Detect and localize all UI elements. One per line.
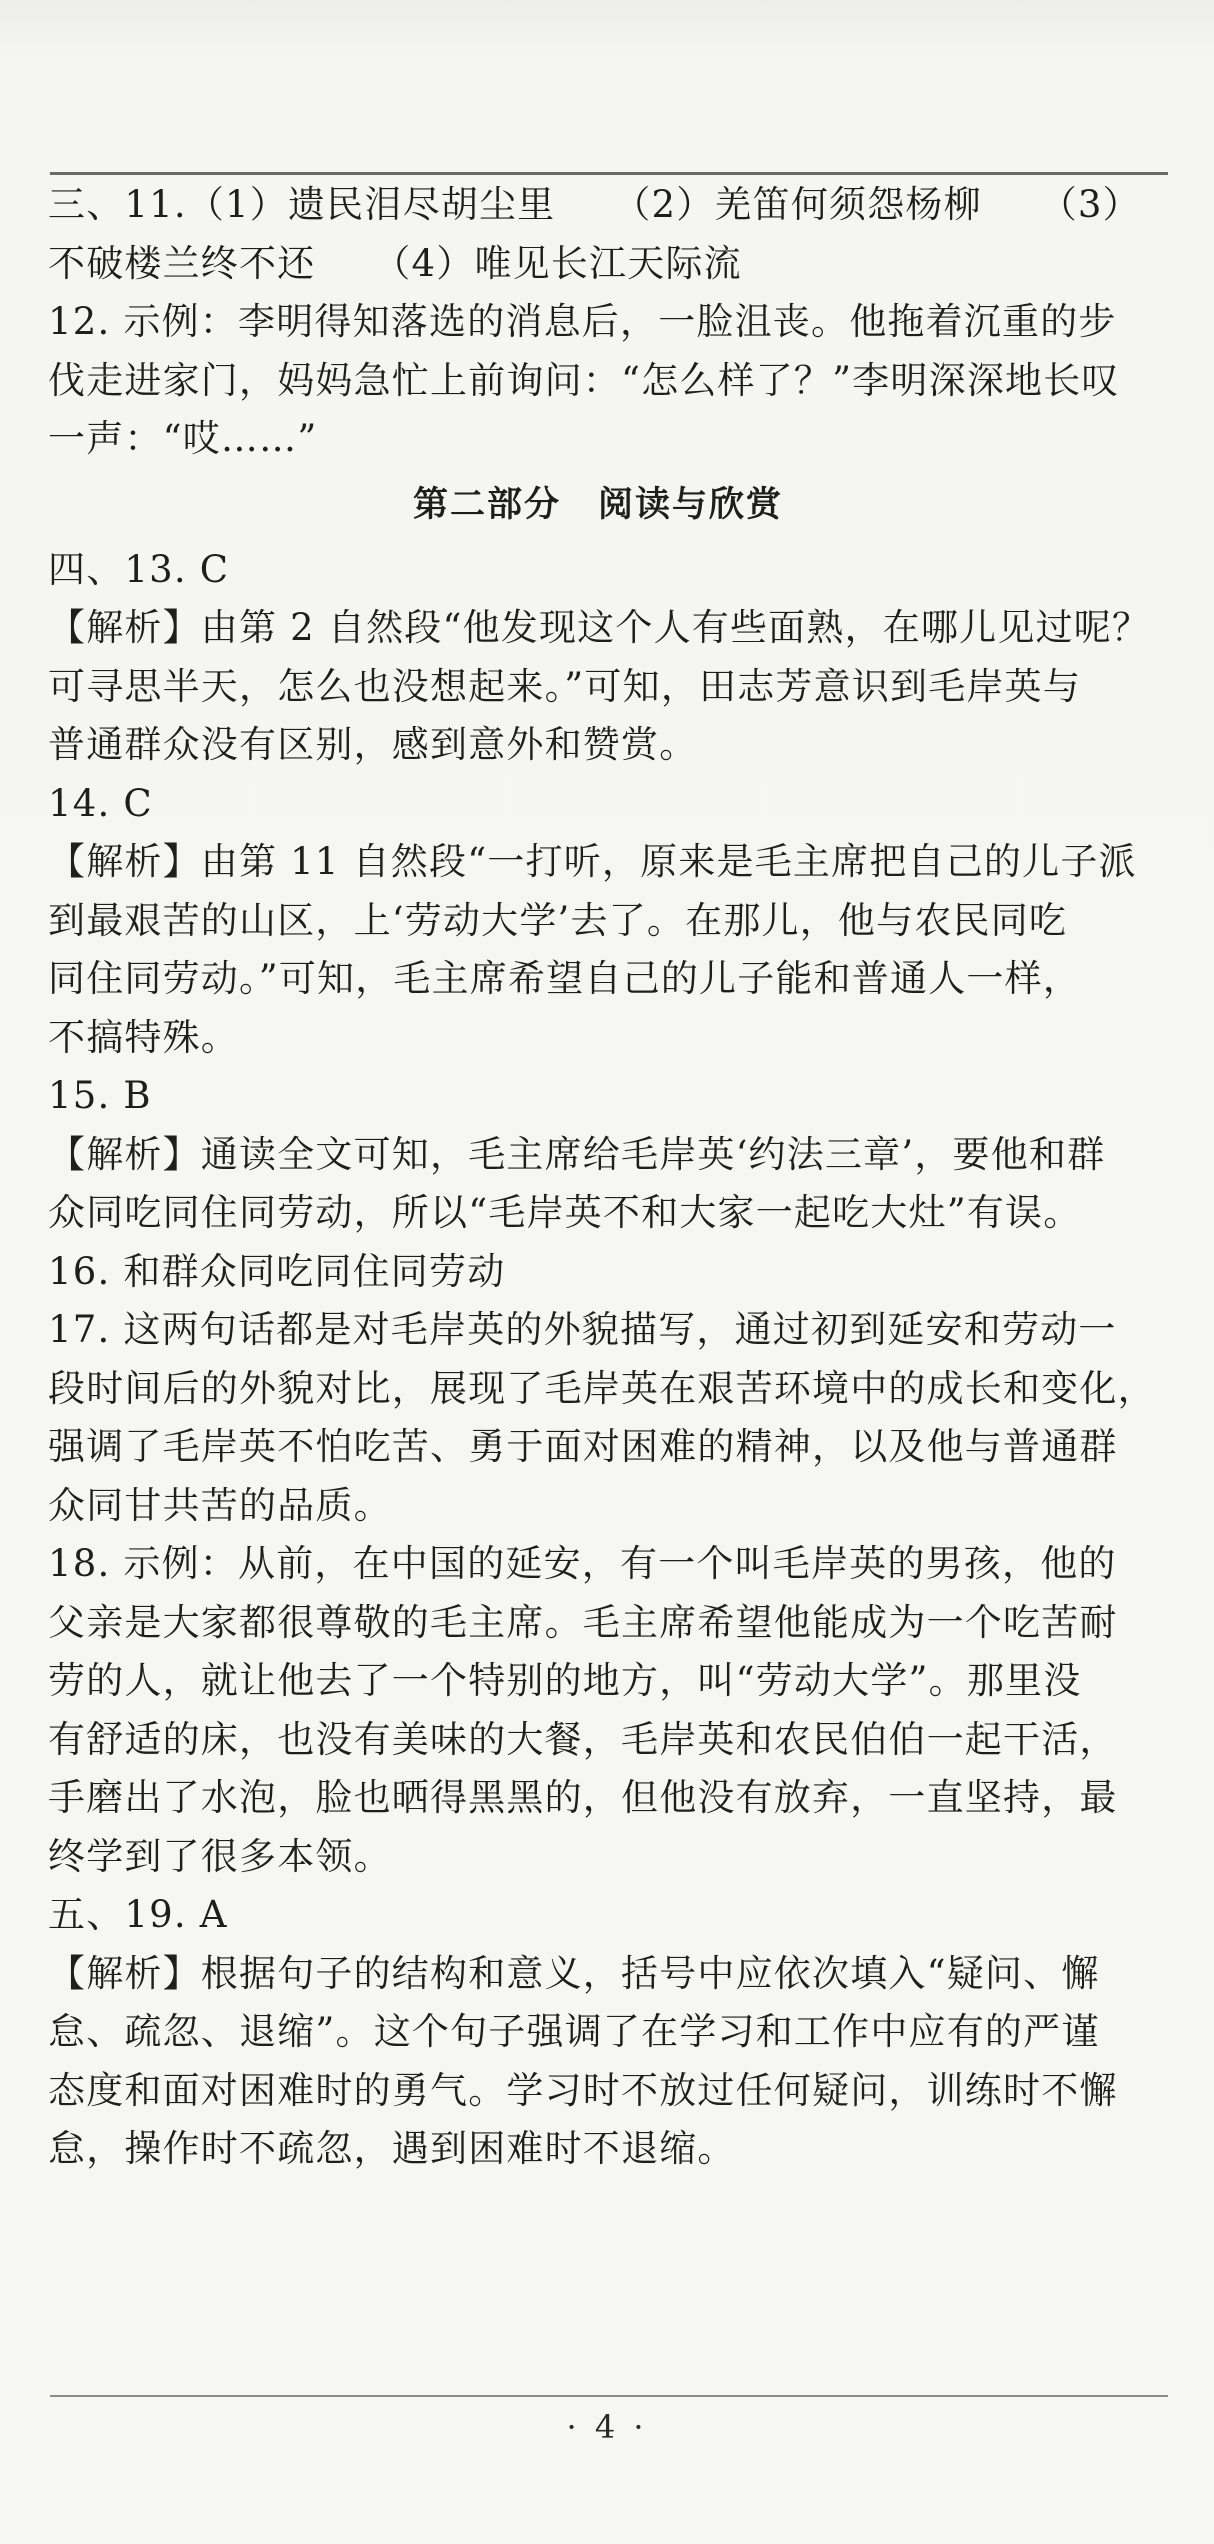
answer-content [48, 176, 1156, 2179]
text-line: 18. 示例：从前，在中国的延安，有一个叫毛岸英的男孩，他的 [48, 1542, 1117, 1585]
text-line: 【解析】由第 11 自然段“一打听，原来是毛主席把自己的儿子派 [48, 840, 1137, 883]
section-two-answers [48, 541, 1156, 2179]
text-line: 【解析】通读全文可知，毛主席给毛岸英‘约法三章’，要他和群 [48, 1132, 1106, 1176]
text-line: 不破楼兰终不还 （4）唯见长江天际流 [48, 241, 742, 285]
page-number: · 4 · [566, 2408, 648, 2446]
text-line: 终学到了很多本领。 [48, 1834, 392, 1878]
text-line: 【解析】根据句子的结构和意义，括号中应依次填入“疑问、懈 [48, 1951, 1100, 1995]
text-line: 怠，操作时不疏忽，遇到困难时不退缩。 [48, 2127, 736, 2170]
text-line: 众同甘共苦的品质。 [48, 1483, 392, 1527]
text-line: 有舒适的床，也没有美味的大餐，毛岸英和农民伯伯一起干活， [48, 1717, 1118, 1761]
text-line: 【解析】由第 2 自然段“他发现这个人有些面熟，在哪儿见过呢？ [48, 606, 1151, 649]
text-line: 三、11.（1）遗民泪尽胡尘里 （2）羌笛何须怨杨柳 （3） [48, 183, 1141, 226]
text-line: 12. 示例：李明得知落选的消息后，一脸沮丧。他拖着沉重的步 [48, 300, 1117, 343]
text-line: 手磨出了水泡，脸也晒得黑黑的，但他没有放弃，一直坚持，最 [48, 1776, 1118, 1819]
top-rule [50, 172, 1168, 175]
text-line: 17. 这两句话都是对毛岸英的外貌描写，通过初到延安和劳动一 [48, 1308, 1117, 1351]
text-line: 同住同劳动。”可知，毛主席希望自己的儿子能和普通人一样， [48, 957, 1082, 1000]
part-heading: 第二部分 阅读与欣赏 [412, 484, 783, 525]
text-line: 普通群众没有区别，感到意外和赞赏。 [48, 723, 698, 766]
text-line: 到最艰苦的山区，上‘劳动大学’去了。在那儿，他与农民同吃 [48, 898, 1068, 942]
text-line: 态度和面对困难时的勇气。学习时不放过任何疑问，训练时不懈 [48, 2068, 1118, 2112]
section-one-answers [48, 176, 1148, 469]
text-line: 一声：“哎……” [48, 417, 318, 460]
text-line: 不搞特殊。 [48, 1015, 239, 1059]
text-line: 强调了毛岸英不怕吃苦、勇于面对困难的精神，以及他与普通群 [48, 1425, 1118, 1468]
text-line: 四、13. C [48, 547, 230, 591]
text-line: 16. 和群众同吃同住同劳动 [48, 1249, 506, 1293]
text-line: 众同吃同住同劳动，所以“毛岸英不和大家一起吃大灶”有误。 [48, 1191, 1082, 1234]
text-line: 14. C [48, 781, 153, 825]
text-line: 可寻思半天，怎么也没想起来。”可知，田志芳意识到毛岸英与 [48, 664, 1082, 708]
text-line: 劳的人，就让他去了一个特别的地方，叫“劳动大学”。那里没 [48, 1659, 1082, 1702]
text-line: 伐走进家门，妈妈急忙上前询问：“怎么样了？”李明深深地长叹 [48, 358, 1120, 402]
text-line: 父亲是大家都很尊敬的毛主席。毛主席希望他能成为一个吃苦耐 [48, 1600, 1118, 1644]
text-line: 段时间后的外貌对比，展现了毛岸英在艰苦环境中的成长和变化， [48, 1366, 1156, 1410]
text-line: 五、19. A [48, 1893, 228, 1936]
bottom-rule [50, 2395, 1168, 2397]
text-line: 15. B [48, 1074, 152, 1117]
text-line: 怠、疏忽、退缩”。这个句子强调了在学习和工作中应有的严谨 [48, 2010, 1100, 2053]
